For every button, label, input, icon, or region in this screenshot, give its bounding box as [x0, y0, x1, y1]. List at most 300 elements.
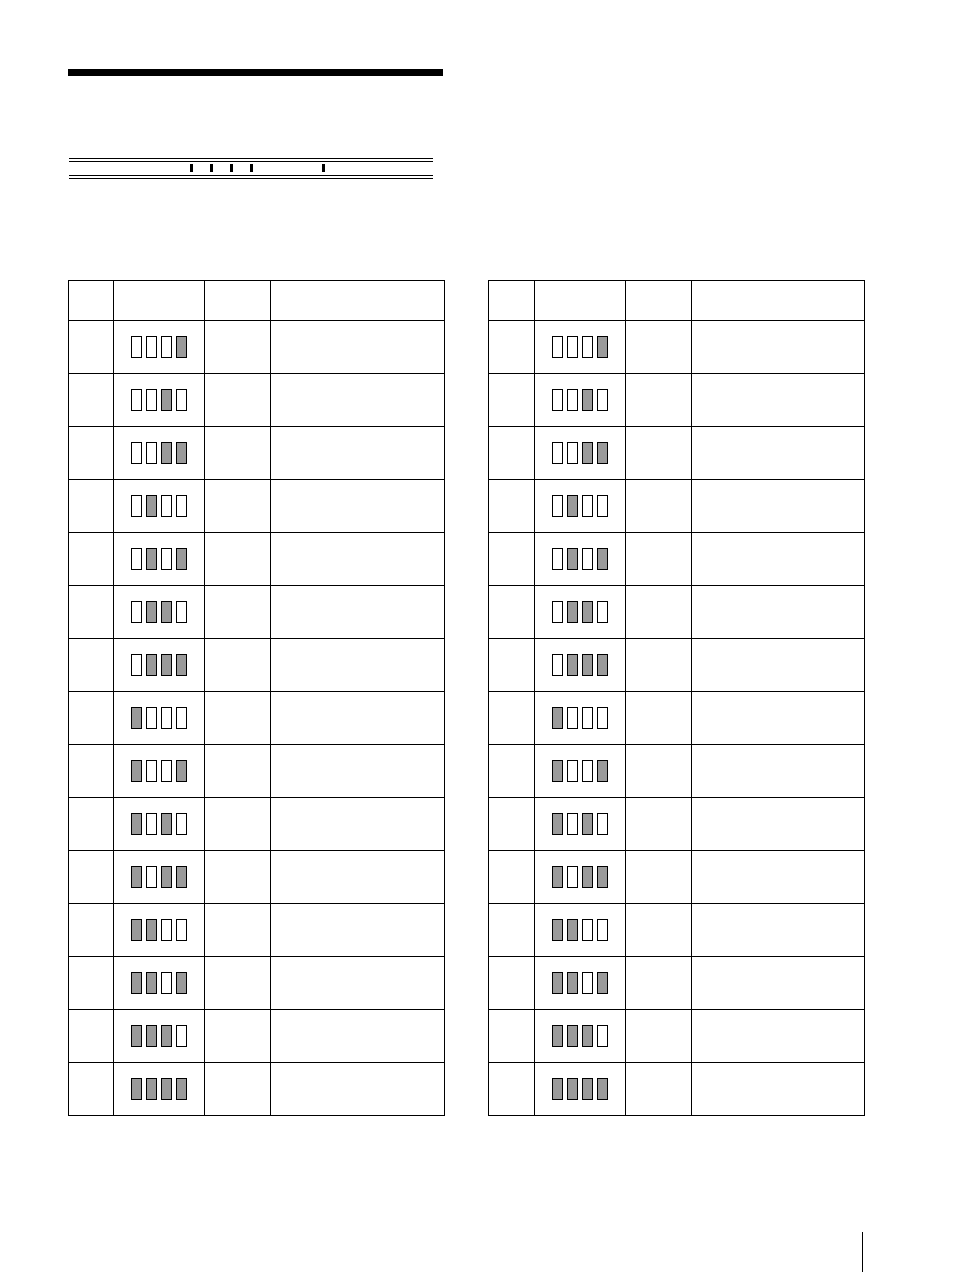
table-cell: [535, 533, 626, 586]
rule-line: [69, 161, 433, 162]
switch-on: [582, 1078, 593, 1100]
table-cell: [692, 957, 865, 1010]
table-cell: [489, 374, 535, 427]
switch-on: [161, 1078, 172, 1100]
table-cell: [205, 798, 271, 851]
switch-on: [582, 654, 593, 676]
table-cell: [271, 586, 445, 639]
table-cell: [692, 745, 865, 798]
switch-on: [582, 442, 593, 464]
switch-on: [176, 760, 187, 782]
table-cell: [271, 798, 445, 851]
table-cell: [626, 1063, 692, 1116]
dip-switch-diagram: [114, 919, 204, 941]
switch-off: [161, 548, 172, 570]
table-cell: [626, 745, 692, 798]
switch-on: [131, 1025, 142, 1047]
dip-switch-diagram: [535, 972, 625, 994]
dip-switch-diagram: [535, 442, 625, 464]
table-cell: [205, 1063, 271, 1116]
table-cell: [69, 1063, 114, 1116]
switch-on: [146, 495, 157, 517]
switch-off: [567, 442, 578, 464]
switch-off: [567, 760, 578, 782]
table-cell: [271, 427, 445, 480]
table-cell: [114, 1010, 205, 1063]
switch-off: [146, 707, 157, 729]
table-cell: [626, 639, 692, 692]
dip-switch-diagram: [114, 601, 204, 623]
rule-line: [69, 178, 433, 179]
table-cell: [692, 639, 865, 692]
table-row: [69, 851, 445, 904]
switch-on: [161, 813, 172, 835]
table-row: [69, 957, 445, 1010]
table-cell: [271, 374, 445, 427]
dip-switch-diagram: [114, 707, 204, 729]
dip-switch-diagram: [535, 548, 625, 570]
table-cell: [626, 904, 692, 957]
switch-off: [176, 707, 187, 729]
switch-on: [597, 442, 608, 464]
table-cell: [489, 692, 535, 745]
table-cell: [489, 1063, 535, 1116]
switch-off: [161, 336, 172, 358]
switch-on: [146, 601, 157, 623]
table-row: [69, 692, 445, 745]
switch-on: [176, 1078, 187, 1100]
table-cell: [114, 374, 205, 427]
switch-off: [552, 654, 563, 676]
table-cell: [205, 427, 271, 480]
table-cell: [205, 745, 271, 798]
switch-off: [146, 389, 157, 411]
table-cell: [489, 798, 535, 851]
switch-on: [597, 336, 608, 358]
switch-on: [552, 1078, 563, 1100]
dip-switch-diagram: [114, 442, 204, 464]
switch-on: [567, 972, 578, 994]
switch-on: [552, 813, 563, 835]
switch-on: [161, 442, 172, 464]
switch-on: [176, 866, 187, 888]
table-cell: [271, 745, 445, 798]
table-cell: [535, 1063, 626, 1116]
dip-switch-diagram: [114, 813, 204, 835]
switch-off: [131, 442, 142, 464]
table-cell: [692, 692, 865, 745]
table-row: [489, 1010, 865, 1063]
switch-off: [552, 548, 563, 570]
switch-off: [552, 495, 563, 517]
switch-off: [131, 654, 142, 676]
switch-off: [176, 495, 187, 517]
table-cell: [535, 480, 626, 533]
dip-switch-diagram: [535, 1025, 625, 1047]
switch-on: [146, 654, 157, 676]
switch-on: [597, 548, 608, 570]
table-cell: [114, 321, 205, 374]
table-cell: [114, 692, 205, 745]
switch-on: [176, 548, 187, 570]
table-cell: [271, 321, 445, 374]
table-row: [489, 586, 865, 639]
switch-on: [161, 866, 172, 888]
table-cell: [69, 745, 114, 798]
switch-on: [131, 707, 142, 729]
table-cell: [205, 904, 271, 957]
switch-off: [176, 1025, 187, 1047]
switch-on: [597, 1078, 608, 1100]
switch-off: [176, 601, 187, 623]
dip-switch-diagram: [114, 1078, 204, 1100]
table-cell: [535, 427, 626, 480]
switch-off: [582, 972, 593, 994]
table-cell: [69, 1010, 114, 1063]
table-cell: [205, 851, 271, 904]
rule-tick: [230, 164, 233, 172]
table-cell: [535, 798, 626, 851]
table-row: [489, 639, 865, 692]
table-cell: [626, 427, 692, 480]
switch-off: [146, 813, 157, 835]
switch-on: [552, 1025, 563, 1047]
header-cell: [69, 281, 114, 321]
switch-on: [131, 760, 142, 782]
table-cell: [692, 533, 865, 586]
table-row: [69, 480, 445, 533]
table-cell: [535, 639, 626, 692]
switch-off: [567, 336, 578, 358]
table-cell: [535, 745, 626, 798]
switch-on: [146, 972, 157, 994]
switch-off: [176, 813, 187, 835]
switch-off: [582, 548, 593, 570]
switch-off: [597, 707, 608, 729]
dip-switch-diagram: [114, 336, 204, 358]
table-header-row: [489, 281, 865, 321]
table-cell: [535, 321, 626, 374]
table-cell: [69, 692, 114, 745]
table-cell: [69, 480, 114, 533]
switch-off: [161, 760, 172, 782]
switch-on: [567, 548, 578, 570]
table-row: [69, 904, 445, 957]
switch-off: [131, 336, 142, 358]
switch-on: [552, 866, 563, 888]
table-row: [489, 321, 865, 374]
header-cell: [535, 281, 626, 321]
header-cell: [489, 281, 535, 321]
switch-off: [582, 707, 593, 729]
table-cell: [535, 374, 626, 427]
table-cell: [489, 957, 535, 1010]
table-row: [489, 533, 865, 586]
table-cell: [205, 957, 271, 1010]
table-cell: [114, 957, 205, 1010]
table-cell: [114, 904, 205, 957]
table-cell: [535, 957, 626, 1010]
switch-off: [567, 389, 578, 411]
table-header-row: [69, 281, 445, 321]
dip-switch-diagram: [535, 495, 625, 517]
rule-tick: [190, 164, 193, 172]
table-cell: [205, 1010, 271, 1063]
switch-off: [582, 336, 593, 358]
table-row: [489, 480, 865, 533]
table-cell: [205, 639, 271, 692]
switch-on: [176, 972, 187, 994]
table-cell: [271, 957, 445, 1010]
table-cell: [626, 798, 692, 851]
switch-on: [161, 389, 172, 411]
table-cell: [692, 321, 865, 374]
rule-line: [69, 175, 433, 176]
table-cell: [114, 533, 205, 586]
table-cell: [114, 639, 205, 692]
table-row: [69, 1063, 445, 1116]
switch-off: [161, 495, 172, 517]
table-cell: [535, 692, 626, 745]
table-cell: [535, 586, 626, 639]
table-cell: [692, 851, 865, 904]
table-cell: [69, 639, 114, 692]
table-cell: [535, 851, 626, 904]
dip-switch-diagram: [535, 1078, 625, 1100]
table-cell: [692, 798, 865, 851]
switch-on: [176, 654, 187, 676]
switch-on: [597, 866, 608, 888]
table-row: [489, 427, 865, 480]
switch-on: [131, 1078, 142, 1100]
dip-switch-diagram: [114, 495, 204, 517]
table-cell: [271, 1063, 445, 1116]
dip-switch-diagram: [114, 972, 204, 994]
switch-on: [176, 442, 187, 464]
table-row: [489, 1063, 865, 1116]
table-cell: [692, 427, 865, 480]
table-cell: [114, 798, 205, 851]
dip-switch-diagram: [535, 813, 625, 835]
table-cell: [271, 480, 445, 533]
switch-off: [131, 548, 142, 570]
switch-on: [176, 336, 187, 358]
table-cell: [692, 904, 865, 957]
table-cell: [205, 480, 271, 533]
table-cell: [489, 533, 535, 586]
table-cell: [489, 480, 535, 533]
switch-off: [146, 866, 157, 888]
switch-on: [567, 654, 578, 676]
switch-off: [597, 601, 608, 623]
table-cell: [69, 904, 114, 957]
table-cell: [692, 374, 865, 427]
switch-off: [146, 760, 157, 782]
dip-switch-diagram: [535, 760, 625, 782]
switch-off: [552, 601, 563, 623]
table-cell: [489, 321, 535, 374]
table-cell: [114, 745, 205, 798]
table-cell: [489, 586, 535, 639]
table-cell: [626, 1010, 692, 1063]
table-cell: [205, 586, 271, 639]
switch-off: [161, 707, 172, 729]
table-cell: [626, 321, 692, 374]
switch-on: [552, 760, 563, 782]
header-cell: [692, 281, 865, 321]
switch-on: [567, 919, 578, 941]
table-cell: [489, 851, 535, 904]
table-cell: [114, 586, 205, 639]
table-row: [489, 798, 865, 851]
switch-off: [567, 707, 578, 729]
dip-switch-diagram: [114, 866, 204, 888]
table-cell: [205, 692, 271, 745]
rule-line: [69, 158, 433, 159]
switch-on: [567, 1078, 578, 1100]
switch-on: [597, 654, 608, 676]
switch-off: [552, 389, 563, 411]
table-row: [489, 745, 865, 798]
switch-on: [582, 866, 593, 888]
switch-off: [161, 972, 172, 994]
table-row: [489, 904, 865, 957]
table-row: [69, 1010, 445, 1063]
table-cell: [114, 851, 205, 904]
switch-off: [161, 919, 172, 941]
table-cell: [692, 1063, 865, 1116]
table-cell: [626, 692, 692, 745]
header-cell: [205, 281, 271, 321]
table-cell: [271, 904, 445, 957]
dip-switch-diagram: [535, 707, 625, 729]
switch-off: [146, 336, 157, 358]
switch-on: [582, 813, 593, 835]
header-cell: [271, 281, 445, 321]
table-cell: [626, 374, 692, 427]
switch-off: [582, 495, 593, 517]
dip-switch-table-left: [68, 280, 445, 1116]
table-cell: [626, 586, 692, 639]
section-title-bar: [68, 69, 443, 76]
table-cell: [114, 480, 205, 533]
dip-switch-diagram: [535, 601, 625, 623]
dip-switch-diagram: [114, 389, 204, 411]
table-cell: [205, 321, 271, 374]
table-cell: [692, 586, 865, 639]
rule-tick: [322, 164, 325, 172]
table-cell: [205, 533, 271, 586]
table-cell: [626, 851, 692, 904]
switch-on: [131, 972, 142, 994]
switch-on: [146, 1025, 157, 1047]
table-cell: [69, 533, 114, 586]
table-row: [69, 586, 445, 639]
switch-on: [161, 1025, 172, 1047]
switch-off: [597, 1025, 608, 1047]
switch-on: [161, 601, 172, 623]
switch-off: [567, 813, 578, 835]
switch-off: [176, 389, 187, 411]
dip-switch-diagram: [535, 336, 625, 358]
dip-switch-table-right: [488, 280, 865, 1116]
table-cell: [271, 639, 445, 692]
switch-off: [582, 760, 593, 782]
switch-on: [582, 389, 593, 411]
table-cell: [692, 480, 865, 533]
table-cell: [69, 374, 114, 427]
switch-on: [552, 972, 563, 994]
dip-switch-diagram: [535, 866, 625, 888]
switch-off: [567, 866, 578, 888]
dip-switch-diagram: [535, 919, 625, 941]
rule-tick: [210, 164, 213, 172]
switch-on: [131, 919, 142, 941]
table-cell: [271, 692, 445, 745]
dip-switch-diagram: [114, 654, 204, 676]
switch-on: [597, 972, 608, 994]
dip-switch-diagram: [535, 654, 625, 676]
switch-on: [582, 601, 593, 623]
table-cell: [271, 533, 445, 586]
dip-switch-diagram: [114, 1025, 204, 1047]
switch-off: [131, 495, 142, 517]
table-row: [69, 745, 445, 798]
table-cell: [271, 1010, 445, 1063]
table-cell: [489, 904, 535, 957]
switch-off: [131, 601, 142, 623]
switch-on: [146, 548, 157, 570]
switch-off: [582, 919, 593, 941]
table-cell: [489, 427, 535, 480]
table-cell: [69, 957, 114, 1010]
switch-off: [131, 389, 142, 411]
table-row: [69, 533, 445, 586]
table-row: [69, 321, 445, 374]
table-cell: [489, 639, 535, 692]
table-row: [489, 692, 865, 745]
switch-on: [567, 601, 578, 623]
table-cell: [205, 374, 271, 427]
switch-on: [567, 495, 578, 517]
table-cell: [114, 1063, 205, 1116]
table-cell: [535, 904, 626, 957]
header-cell: [114, 281, 205, 321]
table-cell: [114, 427, 205, 480]
switch-on: [567, 1025, 578, 1047]
switch-off: [597, 919, 608, 941]
switch-off: [552, 336, 563, 358]
table-cell: [489, 745, 535, 798]
table-cell: [489, 1010, 535, 1063]
switch-on: [552, 919, 563, 941]
table-cell: [535, 1010, 626, 1063]
table-cell: [626, 533, 692, 586]
switch-on: [146, 1078, 157, 1100]
table-row: [69, 798, 445, 851]
switch-off: [552, 442, 563, 464]
switch-off: [146, 442, 157, 464]
switch-on: [131, 866, 142, 888]
header-rule-block: [69, 158, 433, 180]
table-cell: [69, 586, 114, 639]
dip-switch-diagram: [114, 760, 204, 782]
table-cell: [692, 1010, 865, 1063]
table-row: [69, 427, 445, 480]
table-row: [69, 374, 445, 427]
table-cell: [626, 957, 692, 1010]
page-margin-rule: [862, 1232, 863, 1272]
